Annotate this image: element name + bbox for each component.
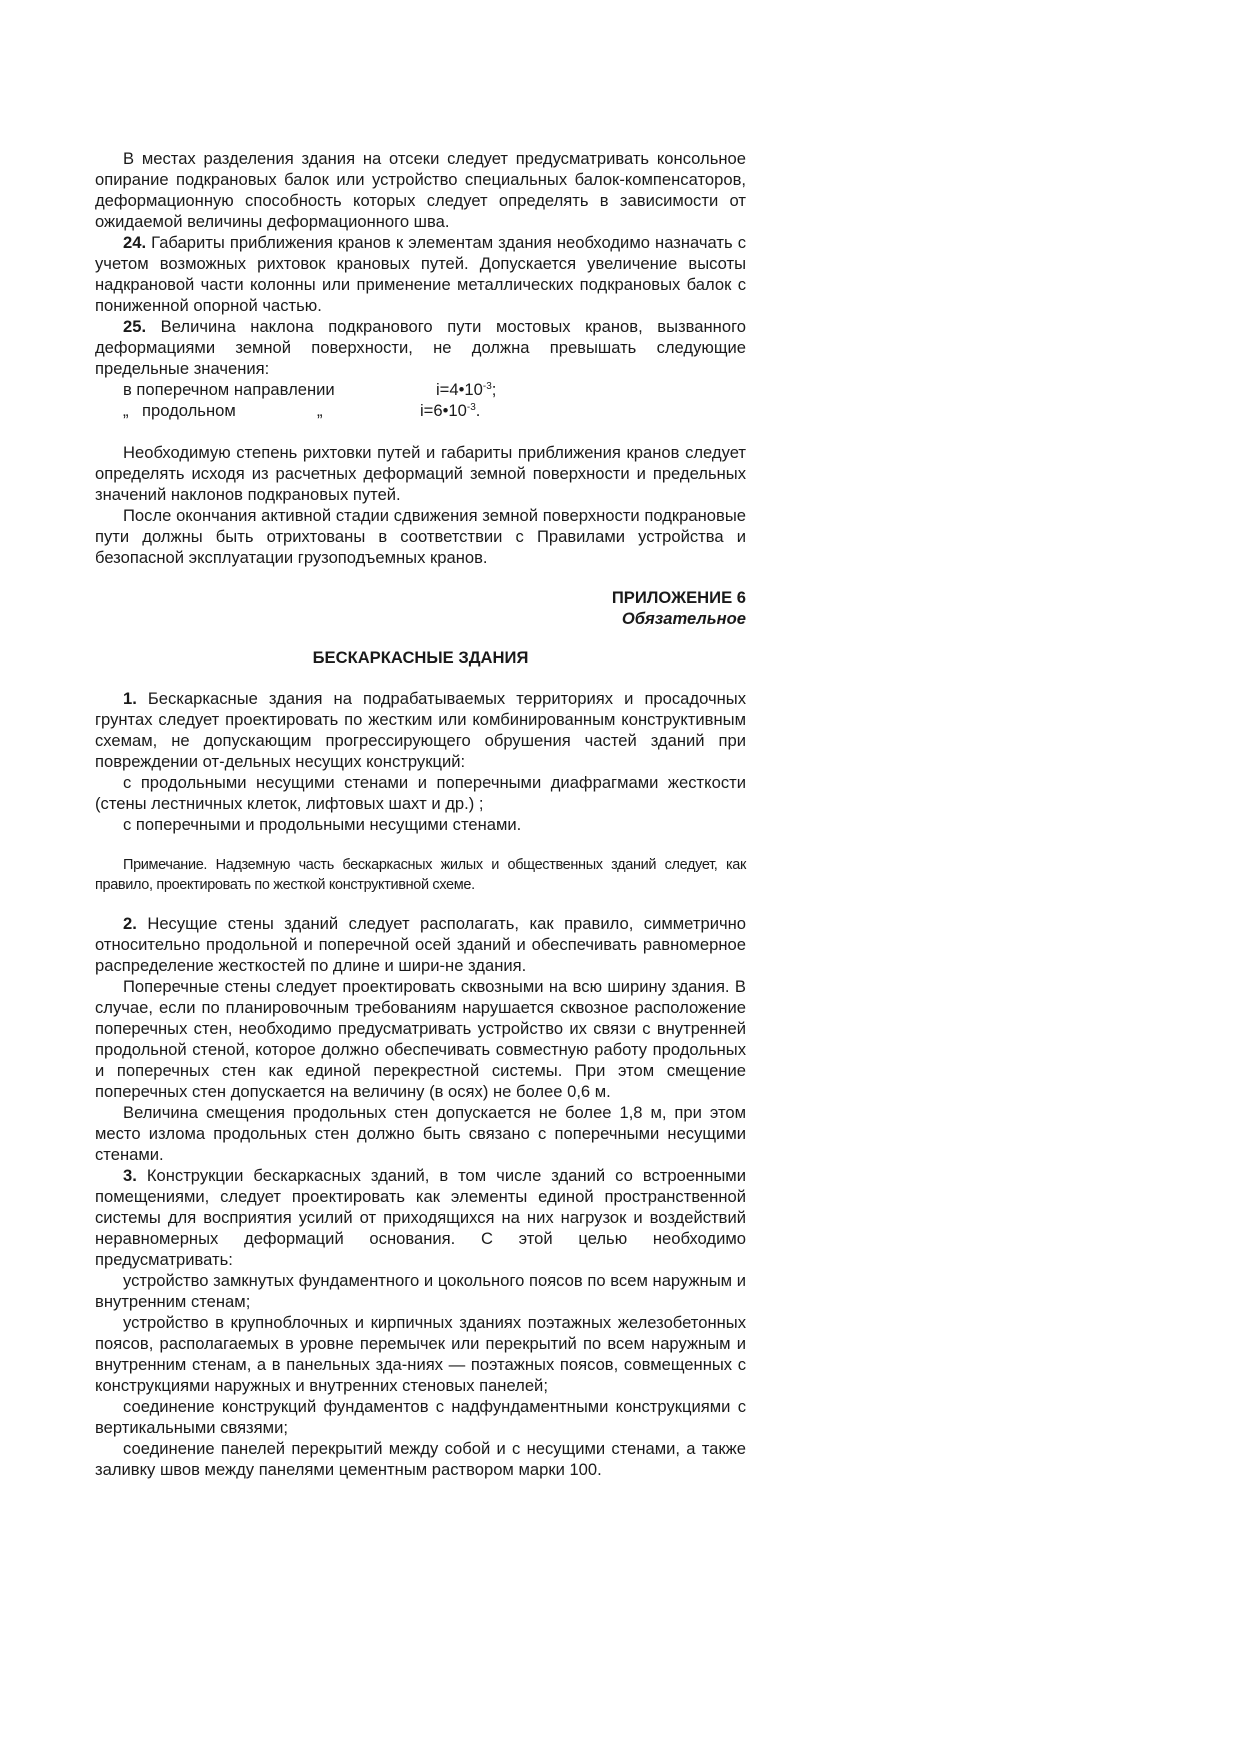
clause-text: Несущие стены зданий следует располагать, как правило, симметрично относительно продольной и поперечной осей зданий и обеспечивать равномерное распределение жесткостей по длине и шири-не здания.	[95, 914, 746, 975]
list-item: устройство замкнутых фундаментного и цокольного поясов по всем наружным и внутренним стенам;	[95, 1271, 746, 1311]
paragraph-after-subsidence: После окончания активной стадии сдвижения земной поверхности подкрановые пути должны быть отрихтованы в соответствии с Правилами устройства и безопасной эксплуатации грузоподъемных кранов.	[95, 506, 746, 567]
clause-text: Габариты приближения кранов к элементам здания необходимо назначать с учетом возможных рихтовок крановых путей. Допускается увеличение высоты надкрановой части колонны или применение металлических подкрановых балок с пониженной опорной частью.	[95, 233, 746, 315]
slope-transverse-value: $i=4•10^{-3}$;	[436, 380, 497, 399]
section-clause-1	[95, 688, 746, 772]
slope-ditto-mark: „	[123, 401, 129, 420]
document-page	[95, 148, 746, 1480]
list-item: с поперечными и продольными несущими стенами.	[123, 815, 522, 834]
clause-number: 25.	[123, 317, 147, 336]
appendix-status: Обязательное	[621, 609, 746, 628]
clause-number: 2.	[123, 914, 137, 933]
note: Примечание. Надземную часть бескаркасных жилых и общественных зданий следует, как правило, проектировать по жесткой конструктивной схеме.	[95, 857, 746, 893]
list-item: устройство в крупноблочных и кирпичных зданиях поэтажных железобетонных поясов, располагаемых в уровне перемычек или перекрытий по всем наружным и внутренним стенам, а в панельных зда-ниях — поэтажных поясов, совмещенных с конструкциями наружных и внутренних стеновых панелей;	[95, 1313, 746, 1395]
paragraph-alignment: Необходимую степень рихтовки путей и габариты приближения кранов следует определять исходя из расчетных деформаций земной поверхности и предельных значений наклонов подкрановых путей.	[95, 443, 746, 504]
slope-ditto-mark: „	[317, 401, 323, 420]
slope-transverse-label: в поперечном направлении	[123, 380, 335, 399]
slope-limits	[95, 379, 746, 421]
list-item: с продольными несущими стенами и поперечными диафрагмами жесткости (стены лестничных клеток, лифтовых шахт и др.) ;	[95, 773, 746, 813]
slope-longitudinal-label: продольном	[142, 401, 236, 420]
section-title: БЕСКАРКАСНЫЕ ЗДАНИЯ	[312, 648, 529, 667]
paragraph-transverse-walls: Поперечные стены следует проектировать сквозными на всю ширину здания. В случае, если по планировочным требованиям нарушается сквозное расположение поперечных стен, необходимо предусматривать устройство их связи с внутренней продольной стеной, которое должно обеспечивать совместную работу продольных и поперечных стен как единой перекрестной системы. При этом смещение поперечных стен допускается на величину (в осях) не более 0,6 м.	[95, 977, 746, 1101]
clause-number: 24.	[123, 233, 147, 252]
section-clause-2	[95, 913, 746, 976]
section-clause-3	[95, 1165, 746, 1270]
list-item: соединение конструкций фундаментов с надфундаментными конструкциями с вертикальными связями;	[95, 1397, 746, 1437]
paragraph-longitudinal-offset: Величина смещения продольных стен допускается не более 1,8 м, при этом место излома продольных стен должно быть связано с поперечными несущими стенами.	[95, 1103, 746, 1164]
paragraph-compartments: В местах разделения здания на отсеки следует предусматривать консольное опирание подкрановых балок или устройство специальных балок-компенсаторов, деформационную способность которых следует определять в зависимости от ожидаемой величины деформационного шва.	[95, 149, 746, 231]
slope-longitudinal-value: $i=6•10^{-3}$.	[420, 401, 481, 420]
clause-25	[95, 316, 746, 379]
clause-number: 1.	[123, 689, 137, 708]
list-item: соединение панелей перекрытий между собой и с несущими стенами, а также заливку швов между панелями цементным раствором марки 100.	[95, 1439, 746, 1479]
appendix-title: ПРИЛОЖЕНИЕ 6	[611, 588, 746, 607]
clause-text: Величина наклона подкранового пути мостовых кранов, вызванного деформациями земной поверхности, не должна превышать следующие предельные значения:	[95, 317, 746, 378]
clause-number: 3.	[123, 1166, 137, 1185]
clause-24	[95, 232, 746, 316]
clause-text: Бескаркасные здания на подрабатываемых территориях и просадочных грунтах следует проектировать по жестким или комбинированным конструктивным схемам, не допускающим прогрессирующего обрушения частей зданий при повреждении от-дельных несущих конструкций:	[95, 689, 746, 771]
clause-text: Конструкции бескаркасных зданий, в том числе зданий со встроенными помещениями, следует проектировать как элементы единой пространственной системы для восприятия усилий от приходящихся на них нагрузок и воздействий неравномерных деформаций основания. С этой целью необходимо предусматривать:	[95, 1166, 746, 1269]
